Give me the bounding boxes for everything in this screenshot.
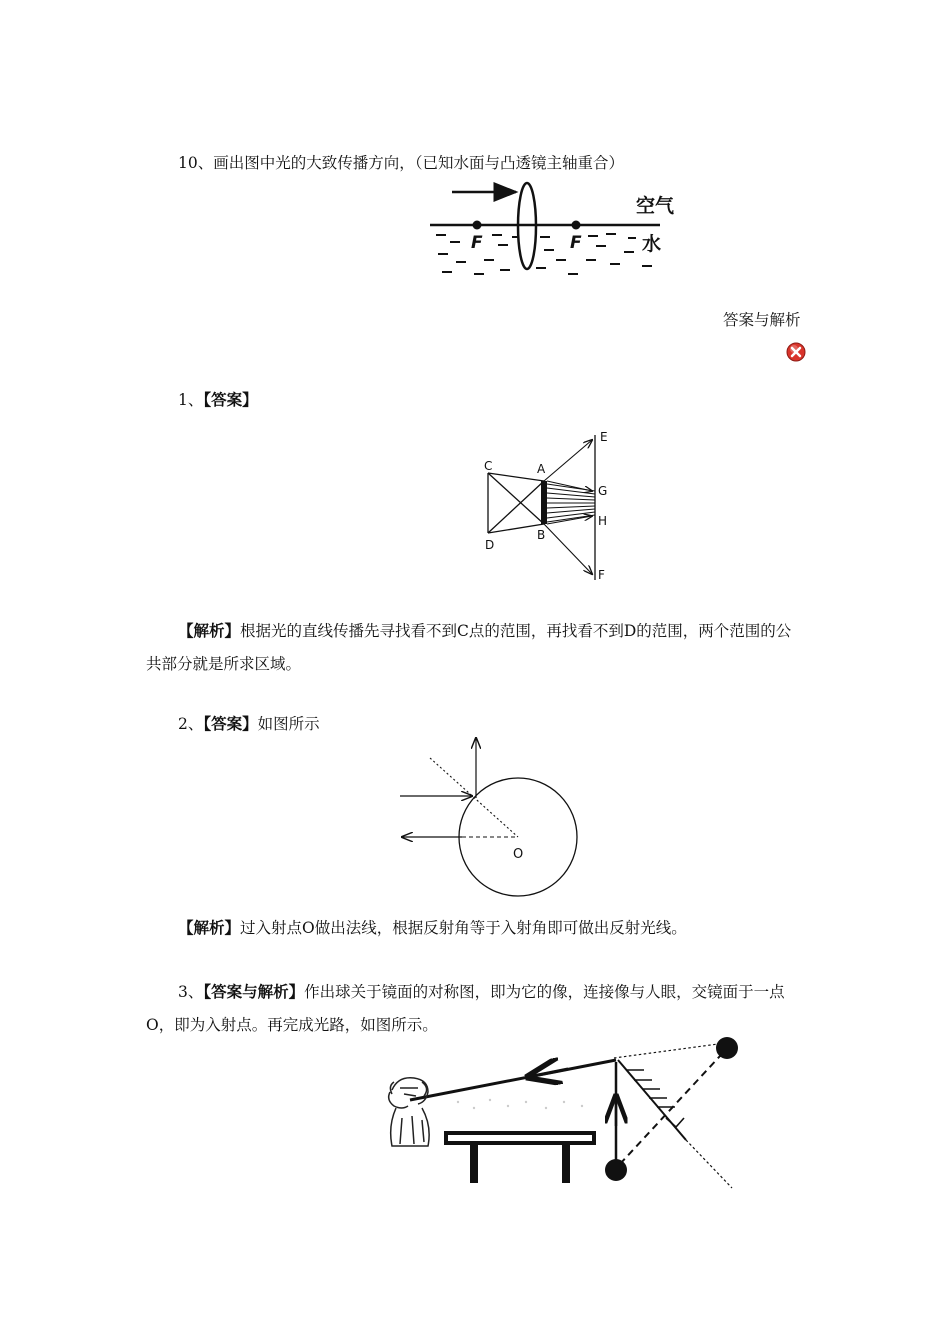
label-b: B xyxy=(537,528,546,542)
close-icon[interactable] xyxy=(786,342,806,362)
answer-1-analysis xyxy=(146,614,806,681)
label-f: F xyxy=(598,568,605,582)
answer-1-number: 1、 xyxy=(178,391,204,409)
question-10-text: 10、画出图中光的大致传播方向，（已知水面与凸透镜主轴重合） xyxy=(178,154,624,172)
answer-3-text: 作出球关于镜面的对称图，即为它的像，连接像与人眼，交镜面于一点O，即为入射点。再完成光路，如图所示。 xyxy=(146,983,785,1034)
answer-3-tag: 【答案与解析】 xyxy=(203,982,305,1001)
water-hatching xyxy=(436,234,652,274)
table-top xyxy=(446,1133,594,1143)
focus-point-right xyxy=(572,221,581,230)
answer-1-analysis-text: 根据光的直线传播先寻找看不到C点的范围，再找看不到D的范围，两个范围的公共部分就是所求区域。 xyxy=(146,622,792,673)
label-c: C xyxy=(484,459,493,473)
answer-2-text: 如图所示 xyxy=(257,715,320,733)
answer-2-analysis xyxy=(146,911,806,945)
answer-3-figure xyxy=(378,1030,748,1190)
answer-2-figure xyxy=(396,734,586,900)
focus-label-left: F xyxy=(471,233,483,253)
answer-1-heading xyxy=(178,390,258,410)
answer-2-analysis-tag: 【解析】 xyxy=(178,918,241,937)
center-label-o: O xyxy=(513,847,524,862)
label-g: G xyxy=(598,484,608,498)
obstacle-ab xyxy=(541,481,547,524)
answer-2-heading xyxy=(178,714,320,734)
answers-header-title: 答案与解析 xyxy=(723,311,801,329)
ball xyxy=(605,1159,627,1181)
label-e: E xyxy=(600,430,608,444)
label-a: A xyxy=(537,462,546,476)
answer-2-tag: 【答案】 xyxy=(203,714,258,733)
focus-label-right: F xyxy=(570,233,582,253)
lens-water-figure xyxy=(428,182,684,282)
water-label: 水 xyxy=(642,233,662,255)
air-label: 空气 xyxy=(636,195,675,217)
focus-point-left xyxy=(473,221,482,230)
answer-1-tag: 【答案】 xyxy=(203,390,258,409)
answer-3-number: 3、 xyxy=(178,983,204,1001)
answer-1-analysis-tag: 【解析】 xyxy=(178,621,241,640)
answer-2-analysis-text: 过入射点O做出法线，根据反射角等于入射角即可做出反射光线。 xyxy=(240,919,687,937)
answer-2-number: 2、 xyxy=(178,715,204,733)
label-h: H xyxy=(598,514,608,528)
answer-1-figure xyxy=(478,418,628,588)
label-d: D xyxy=(485,538,495,552)
person-sketch xyxy=(389,1078,429,1146)
